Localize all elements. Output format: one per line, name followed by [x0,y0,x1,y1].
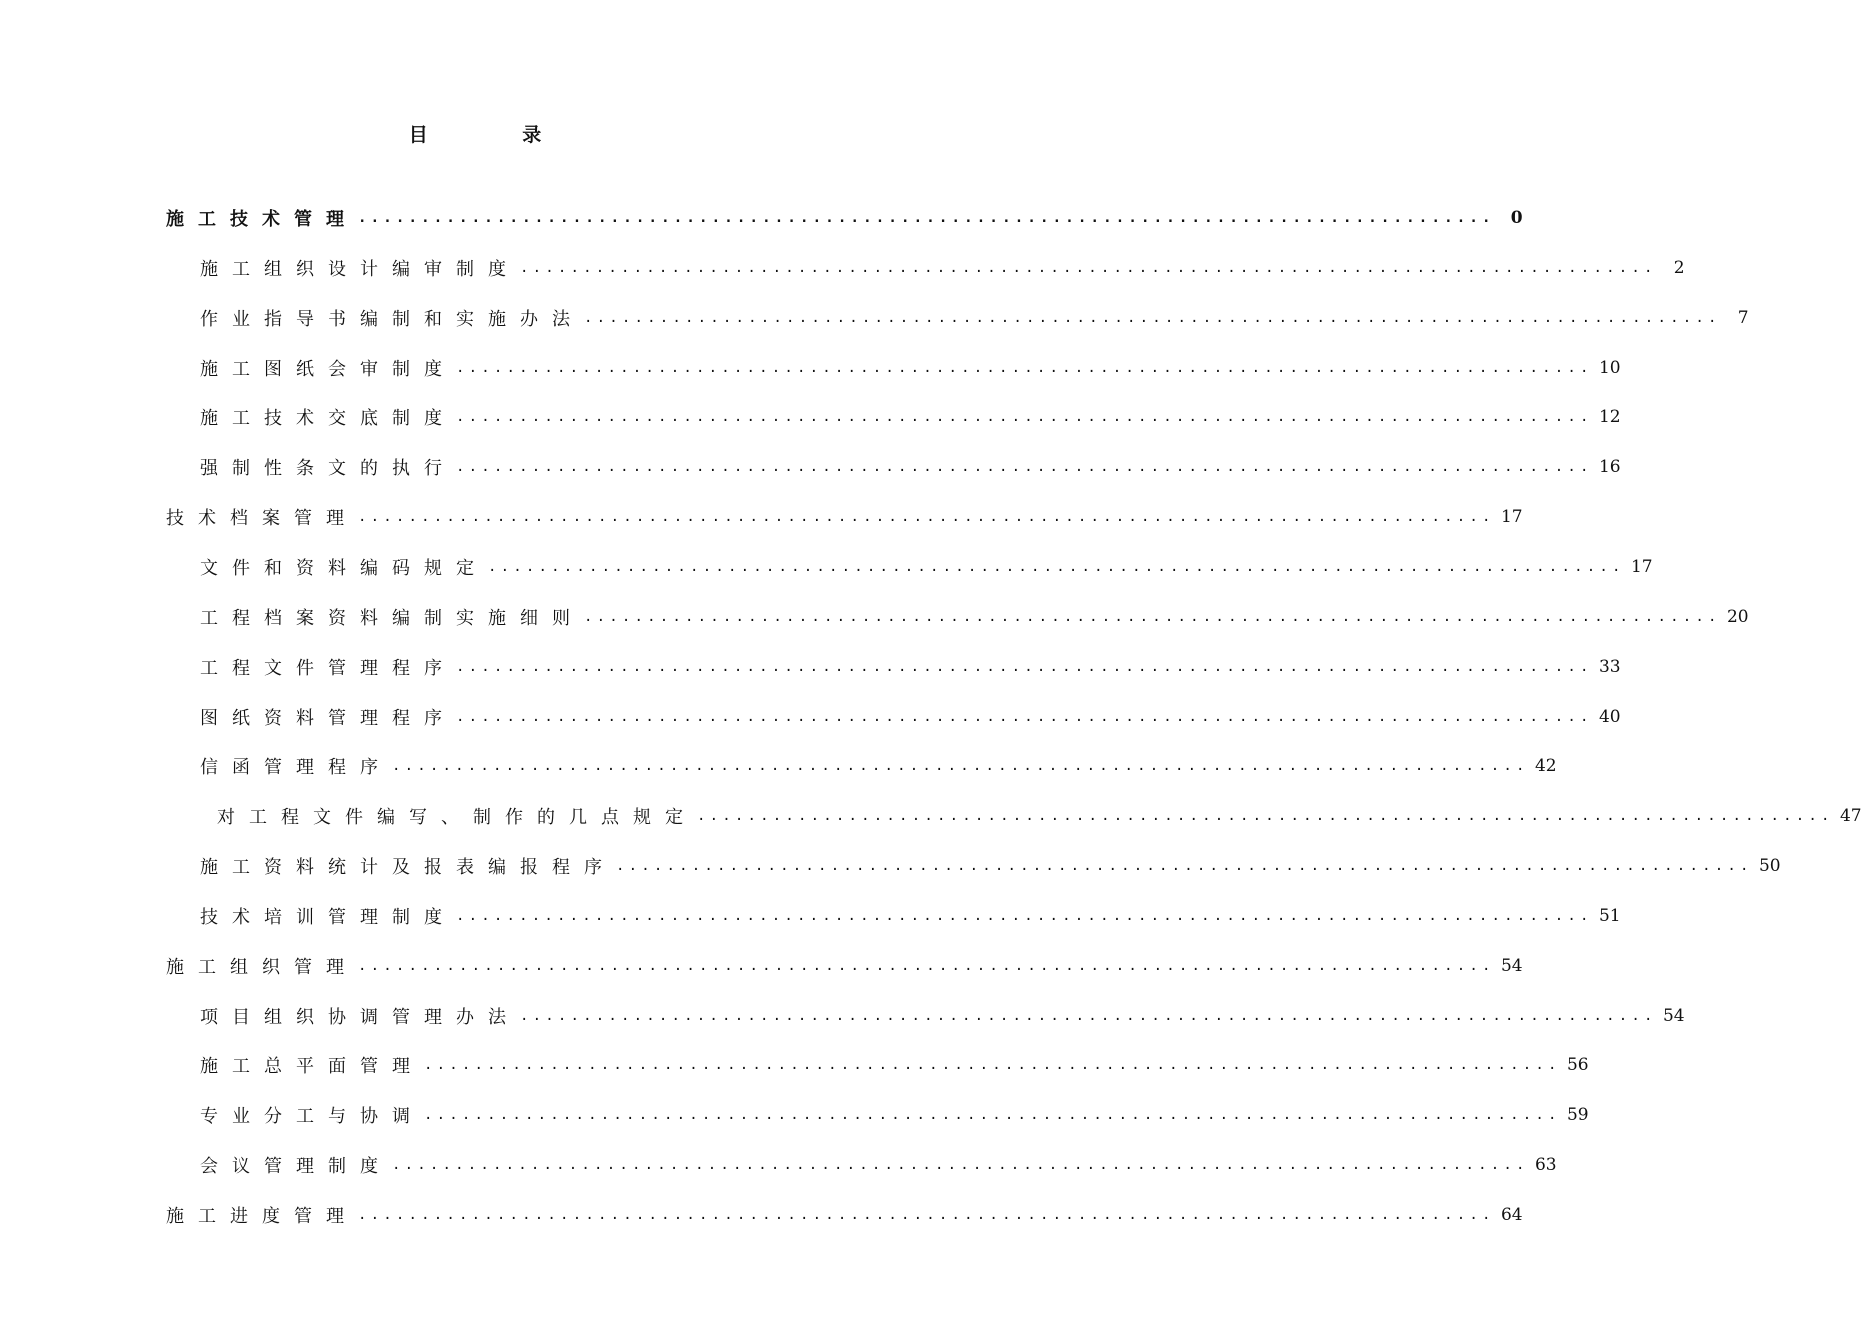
toc-page-number: 20 [1726,607,1749,627]
toc-page-number: 56 [1566,1055,1589,1075]
toc-page-number: 63 [1534,1155,1557,1175]
toc-title: 目 录 [408,124,586,146]
toc-entry-level2[interactable] [200,751,1557,781]
toc-entry-label: 项目组织协调管理办法 [200,1007,520,1028]
toc-entry-level1[interactable] [166,203,1523,233]
toc-page-number: 54 [1662,1006,1685,1026]
toc-page-number: 17 [1500,507,1523,527]
toc-entry-level2[interactable] [200,1100,1589,1130]
toc-entry-label: 施工组织设计编审制度 [200,259,520,280]
toc-entry-label: 施工资料统计及报表编报程序 [200,857,616,878]
toc-entry-level1[interactable] [166,502,1523,532]
toc-page-number: 51 [1598,906,1621,926]
toc-leader-dots: .......................................................................................... [584,609,1721,625]
toc-leader-dots: .......................................................................................... [520,1008,1657,1024]
toc-entry-label: 工程档案资料编制实施细则 [200,608,584,629]
toc-entry-label: 会议管理制度 [200,1156,392,1177]
toc-page-number: 17 [1630,557,1653,577]
toc-entry-label: 对工程文件编写、制作的几点规定 [217,807,697,828]
toc-entry-label: 强制性条文的执行 [200,458,456,479]
toc-entry-level2[interactable] [200,1150,1557,1180]
toc-page-number: 47 [1839,806,1862,826]
toc-entry-level2[interactable] [200,1050,1589,1080]
toc-entry-level2[interactable] [200,253,1685,283]
toc-page-number: 33 [1598,657,1621,677]
toc-entry-label: 专业分工与协调 [200,1106,424,1127]
toc-page-number: 10 [1598,358,1621,378]
toc-entry-level2[interactable] [200,353,1621,383]
toc-page-number: 64 [1500,1205,1523,1225]
toc-page-number: 16 [1598,457,1621,477]
toc-entry-level1[interactable] [166,1200,1523,1230]
toc-entry-level3[interactable] [217,801,1862,831]
toc-page-number: 54 [1500,956,1523,976]
toc-leader-dots: .......................................................................................... [456,908,1593,924]
toc-leader-dots: .......................................................................................... [358,958,1495,974]
toc-entry-label: 信函管理程序 [200,757,392,778]
toc-page-number: 59 [1566,1105,1589,1125]
toc-entry-label: 工程文件管理程序 [200,658,456,679]
toc-page-number: 12 [1598,407,1621,427]
toc-page-number: 7 [1737,308,1749,328]
toc-leader-dots: .......................................................................................... [520,260,1657,276]
toc-page-number: 50 [1758,856,1781,876]
toc-leader-dots: .......................................................................................... [424,1107,1561,1123]
toc-leader-dots: .......................................................................................... [456,659,1593,675]
toc-leader-dots: .......................................................................................... [358,210,1495,226]
toc-entry-label: 技术档案管理 [166,508,358,529]
toc-entry-label: 施工组织管理 [166,957,358,978]
toc-leader-dots: .......................................................................................... [488,559,1625,575]
toc-entry-level2[interactable] [200,402,1621,432]
toc-leader-dots: .......................................................................................... [424,1057,1561,1073]
toc-leader-dots: .......................................................................................... [358,509,1495,525]
toc-entry-level2[interactable] [200,702,1621,732]
toc-entry-label: 图纸资料管理程序 [200,708,456,729]
toc-leader-dots: .......................................................................................... [392,758,1529,774]
toc-entry-label: 施工技术管理 [166,209,358,230]
toc-page-number: 2 [1673,258,1685,278]
toc-entry-label: 施工技术交底制度 [200,408,456,429]
toc-entry-label: 文件和资料编码规定 [200,558,488,579]
toc-leader-dots: .......................................................................................... [584,310,1721,326]
toc-leader-dots: .......................................................................................... [697,808,1834,824]
toc-entry-label: 施工总平面管理 [200,1056,424,1077]
toc-entry-label: 施工图纸会审制度 [200,359,456,380]
toc-leader-dots: .......................................................................................... [456,409,1593,425]
toc-leader-dots: .......................................................................................... [456,459,1593,475]
toc-leader-dots: .......................................................................................... [456,709,1593,725]
toc-leader-dots: .......................................................................................... [392,1157,1529,1173]
toc-entry-level2[interactable] [200,602,1749,632]
toc-entry-level2[interactable] [200,901,1621,931]
toc-leader-dots: .......................................................................................... [456,360,1593,376]
toc-page-number: 42 [1534,756,1557,776]
toc-entry-level2[interactable] [200,452,1621,482]
toc-leader-dots: .......................................................................................... [358,1207,1495,1223]
toc-entry-label: 技术培训管理制度 [200,907,456,928]
toc-page-number: 40 [1598,707,1621,727]
toc-entry-level2[interactable] [200,1001,1685,1031]
toc-entry-label: 作业指导书编制和实施办法 [200,309,584,330]
toc-entry-label: 施工进度管理 [166,1206,358,1227]
toc-entry-level2[interactable] [200,652,1621,682]
toc-entry-level2[interactable] [200,851,1781,881]
toc-entry-level1[interactable] [166,951,1523,981]
toc-page-number: 0 [1510,208,1523,228]
toc-entry-level2[interactable] [200,303,1749,333]
toc-entry-level2[interactable] [200,552,1653,582]
toc-leader-dots: .......................................................................................... [616,858,1753,874]
